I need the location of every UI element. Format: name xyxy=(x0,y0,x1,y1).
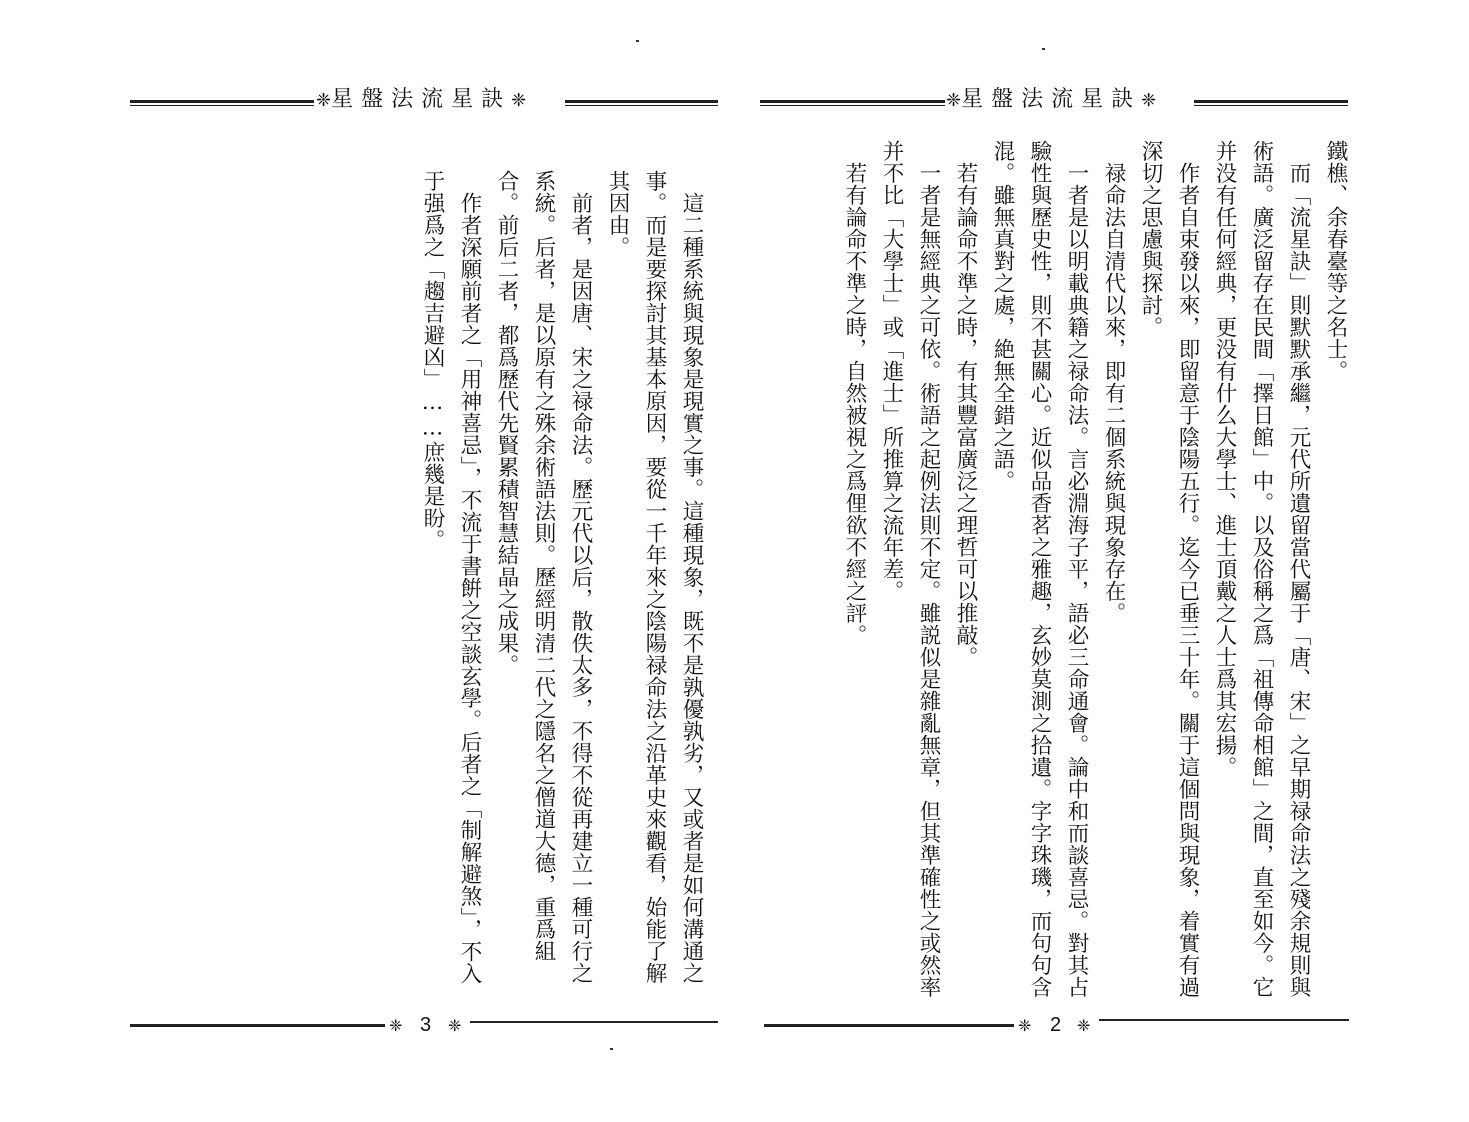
paragraph: 若有論命不準之時，有其豐富廣泛之理哲可以推敲。 xyxy=(953,161,978,668)
header-rule-right xyxy=(1194,100,1348,103)
scan-speck xyxy=(1042,48,1045,50)
running-header-title: 星盤法流星訣 xyxy=(331,87,512,112)
footer-rule-left xyxy=(130,1024,385,1027)
knot-ornament-icon: ❈ xyxy=(511,90,527,111)
knot-ornament-icon: ❈ xyxy=(1077,1016,1091,1035)
paragraph: 作者自束發以來，即留意于陰陽五行。迄今已垂三十年。關于這個問與現象，着實有過深切之思慮與探討。 xyxy=(1138,140,1200,998)
knot-ornament-icon: ❈ xyxy=(1141,90,1157,111)
header-rule-right-thin xyxy=(1194,105,1348,106)
running-header-title: 星盤法流星訣 xyxy=(961,87,1142,112)
paragraph: 鐵樵、余春臺等之名士。 xyxy=(1323,140,1348,382)
scan-speck xyxy=(636,40,639,42)
header-rule-left-thin xyxy=(760,105,945,106)
header-rule-right xyxy=(565,100,718,103)
footer-rule-right xyxy=(1099,1019,1349,1021)
left-page xyxy=(0,0,734,1122)
knot-ornament-icon: ❈ xyxy=(946,90,962,111)
body-text-left xyxy=(420,170,710,1000)
right-page xyxy=(734,0,1469,1122)
paragraph: 禄命法自清代以來，即有二個系統與現象存在。 xyxy=(1101,161,1126,624)
running-header xyxy=(316,86,526,115)
paragraph: 若有論命不準之時，自然被視之爲俚欲不經之評。 xyxy=(842,161,867,646)
footer-rule-left xyxy=(764,1024,1014,1027)
knot-ornament-icon: ❈ xyxy=(316,90,332,111)
paragraph: 這二種系統與現象是現實之事。這種現象，既不是孰優孰劣，又或者是如何溝通之事。而是要探討其基本原因，要從一千年來之陰陽禄命法之沿革史來觀看，始能了解其因由。 xyxy=(605,170,704,984)
knot-ornament-icon: ❈ xyxy=(389,1016,403,1035)
paragraph: 一者是以明載典籍之禄命法。言必淵海子平，語必三命通會。論中和而談喜忌。對其占驗性與歷史性，則不甚關心。近似品香茗之雅趣，玄妙莫測之拾遺。字字珠璣，而句句含混。雖無真對之處，絶無全錯之語。 xyxy=(990,140,1089,998)
page-number: 2 xyxy=(1050,1014,1062,1036)
running-header xyxy=(946,86,1156,115)
knot-ornament-icon: ❈ xyxy=(448,1016,462,1035)
header-rule-left-thin xyxy=(130,105,314,106)
paragraph: 一者是無經典之可依。術語之起例法則不定。雖説似是雜亂無章，但其準確性之或然率并不比「大學士」或「進士」所推算之流年差。 xyxy=(879,140,941,998)
page-number: 3 xyxy=(420,1014,432,1036)
header-rule-left xyxy=(760,100,945,103)
footer-rule-right xyxy=(470,1021,718,1023)
scan-speck xyxy=(610,1048,613,1050)
paragraph: 作者深願前者之「用神喜忌」，不流于書餠之空談玄學。后者之「制解避煞」，不入于强爲之「趨吉避凶」……庶幾是盼。 xyxy=(420,170,482,984)
body-text-right xyxy=(794,140,1354,1000)
header-rule-right-thin xyxy=(565,105,718,106)
paragraph: 而「流星訣」則默默承繼，元代所遺留當代屬于「唐、宋」之早期禄命法之殘余規則與術語。廣泛留存在民間「擇日館」中。以及俗稱之爲「祖傳命相館」之間，直至如今。它并没有任何經典，更没有什么大學士、進士頂戴之人士爲其宏揚。 xyxy=(1212,140,1311,998)
header-rule-left xyxy=(130,100,314,103)
knot-ornament-icon: ❈ xyxy=(1018,1016,1032,1035)
paragraph: 前者，是因唐、宋之禄命法。歷元代以后，散佚太多，不得不從再建立一種可行之系統。后者，是以原有之殊余術語法則。歷經明清二代之隱名之僧道大德，重爲組合。前后二者，都爲歷代先賢累積智慧結晶之成果。 xyxy=(494,170,593,984)
